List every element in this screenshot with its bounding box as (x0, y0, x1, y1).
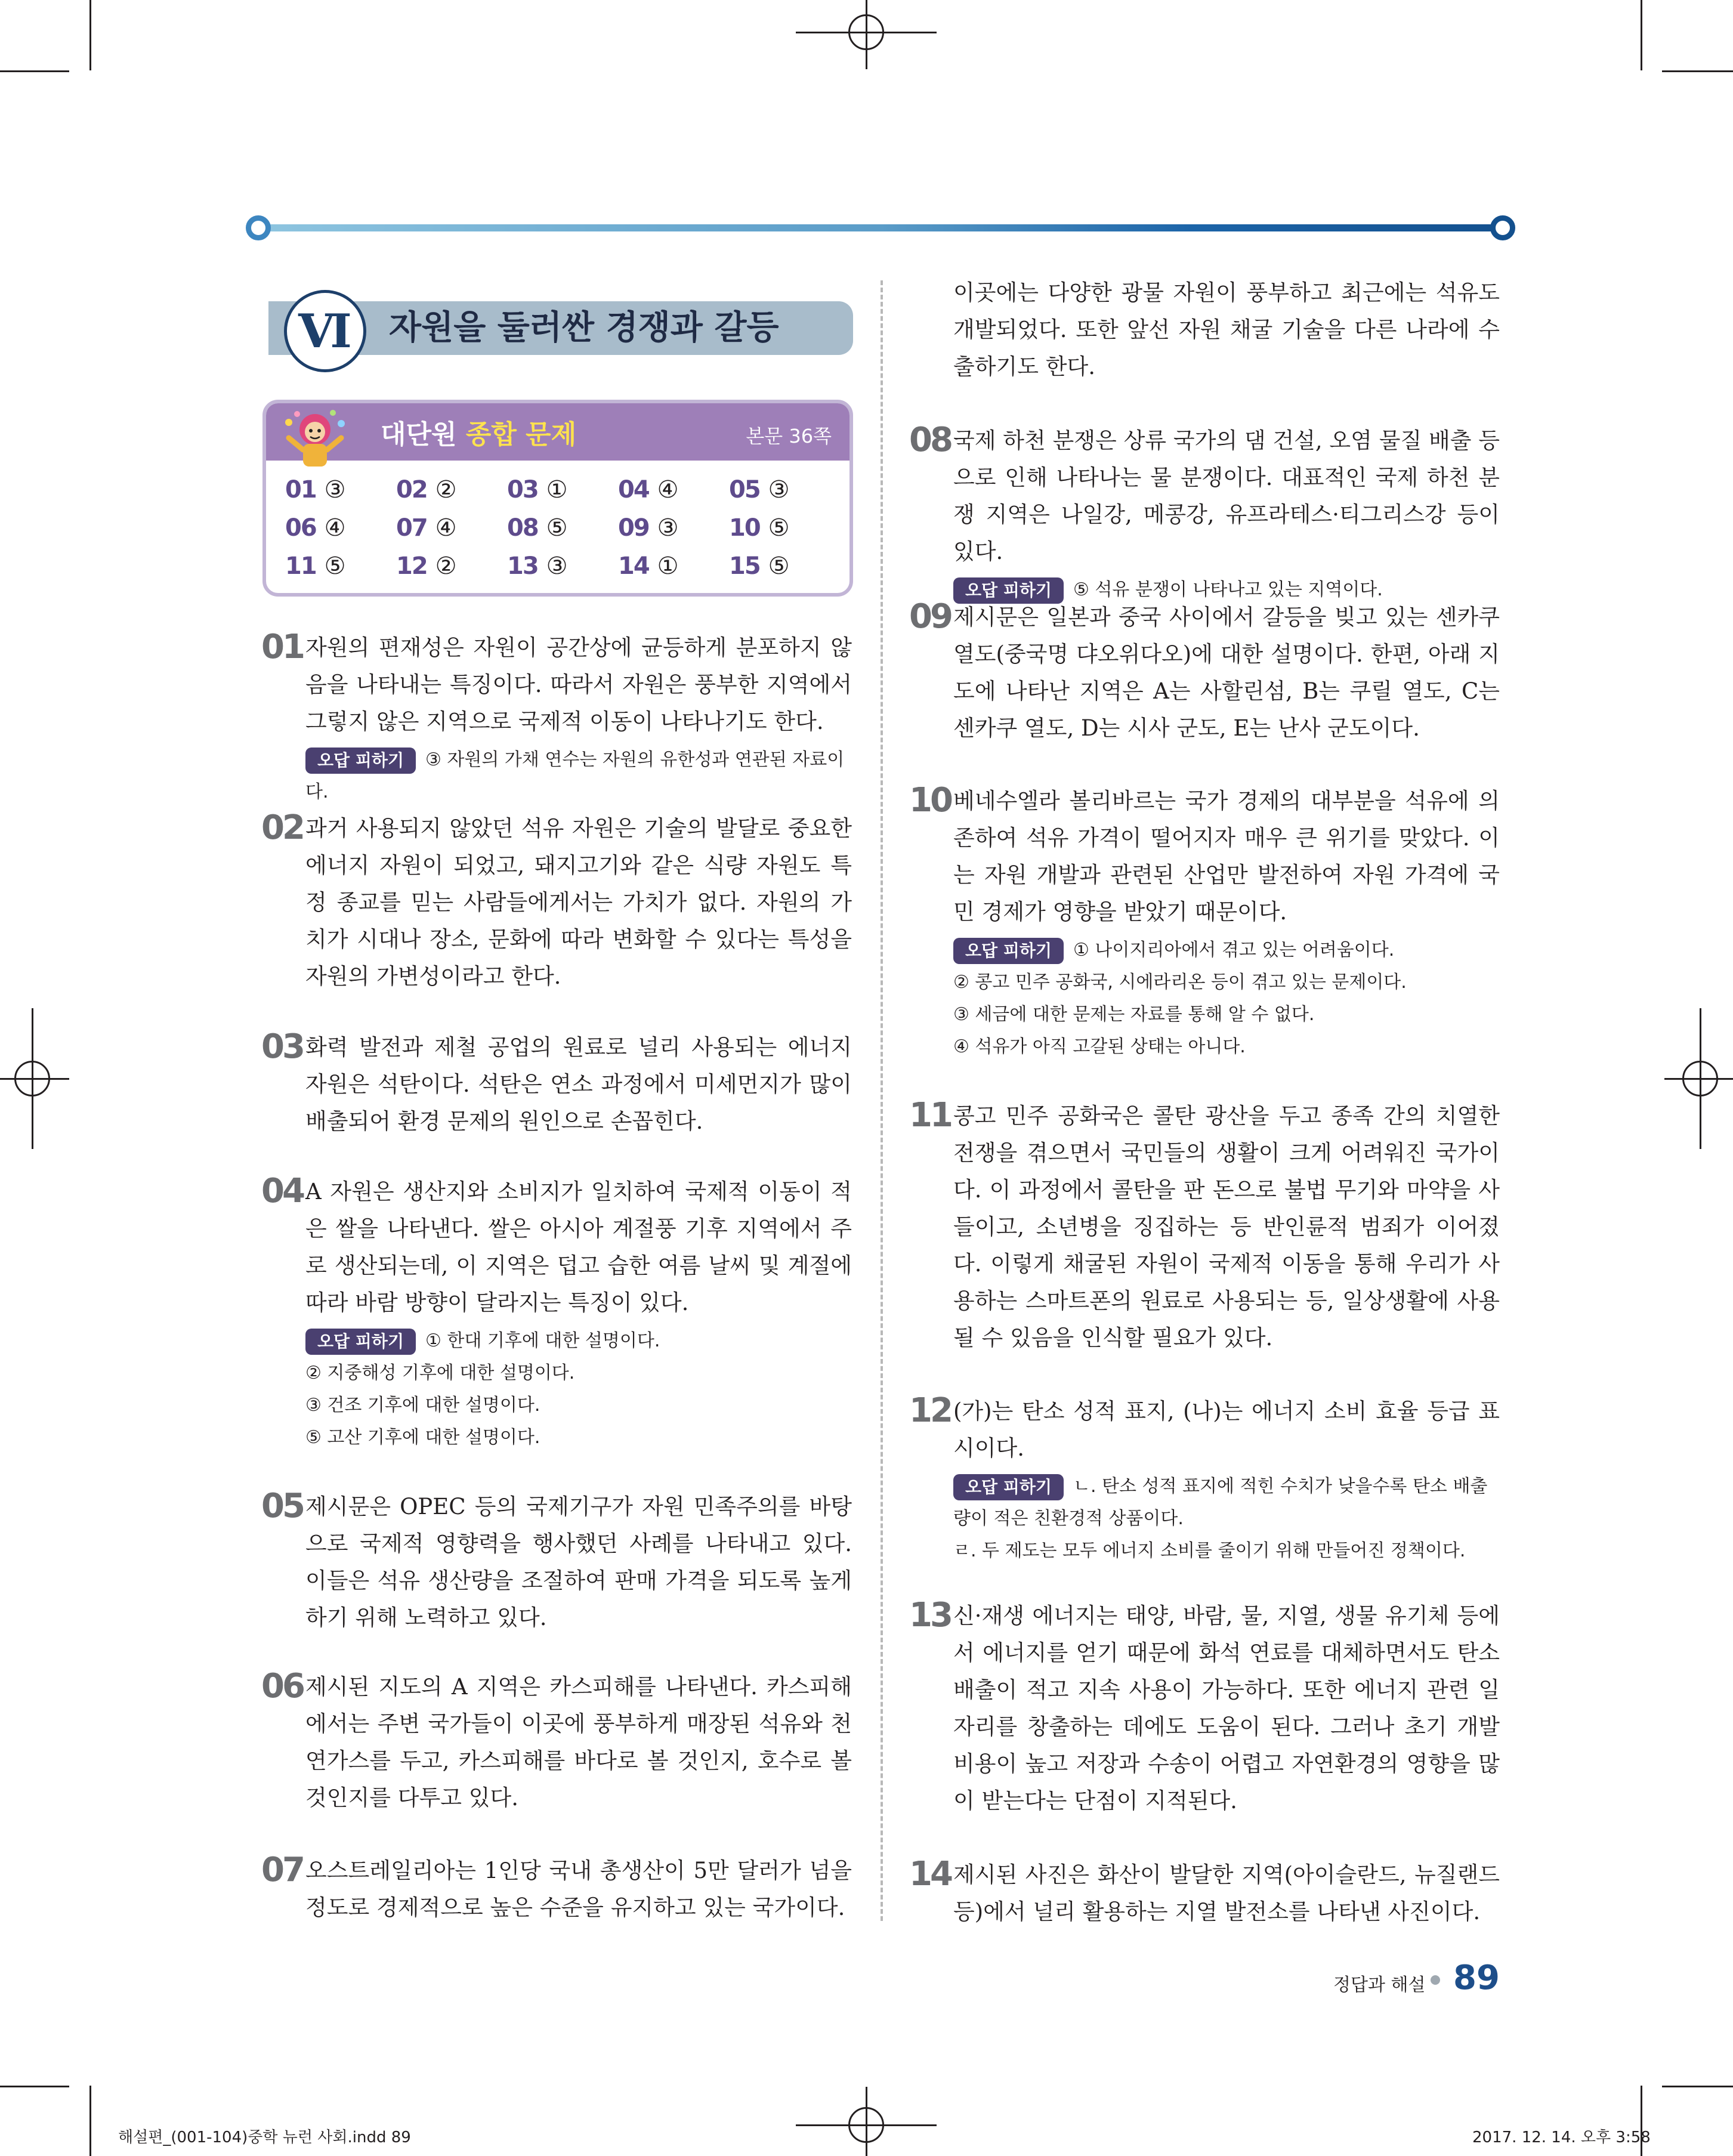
top-rule (257, 224, 1503, 231)
tip-extra: ⑤ 고산 기후에 대한 설명이다. (305, 1427, 540, 1448)
answer-item (396, 474, 507, 506)
question-explanation: 화력 발전과 제철 공업의 원료로 널리 사용되는 에너지 자원은 석탄이다. 석탄은 연소 과정에서 미세먼지가 많이 배출되어 환경 문제의 원인으로 손꼽힌다. (305, 1034, 852, 1134)
answer-choice: ② (435, 476, 457, 504)
answer-item (285, 474, 396, 506)
answer-number: 04 (618, 476, 649, 504)
answer-item (396, 550, 507, 582)
tip-text: ① 한대 기후에 대한 설명이다. (425, 1330, 660, 1351)
registration-line (866, 0, 867, 69)
question-13 (909, 1598, 1500, 1820)
question-explanation: 제시된 지도의 A 지역은 카스피해를 나타낸다. 카스피해에서는 주변 국가들이 이곳에 풍부하게 매장된 석유와 천연가스를 두고, 카스피해를 바다로 볼 것인지, 호수로 볼 것인지를 다투고 있다. (305, 1674, 852, 1811)
mascot-icon (279, 406, 351, 471)
crop-mark (89, 2086, 91, 2156)
tip-text: ① 나이지리아에서 겪고 있는 어려움이다. (1073, 940, 1395, 960)
question-number: 02 (261, 808, 303, 847)
question-explanation: 제시된 사진은 화산이 발달한 지역(아이슬란드, 뉴질랜드 등)에서 널리 활용하는 지열 발전소를 나타낸 사진이다. (953, 1862, 1500, 1925)
answer-box-title-main: 대단원 (381, 419, 457, 450)
question-02 (261, 810, 852, 995)
answer-item (285, 512, 396, 544)
question-explanation: 콩고 민주 공화국은 콜탄 광산을 두고 종족 간의 치열한 전쟁을 겪으면서 국민들의 생활이 크게 어려워진 국가이다. 이 과정에서 콜탄을 판 돈으로 불법 무기와 마약을 사들이고, 소년병을 징집하는 등 반인륜적 범죄가 이어졌다. 이렇게 채굴된 자원이 국제적 이동을 통해 우리가 사용하는 스마트폰의 원료로 사용되는 등, 일상생활에 사용될 수 있음을 인식할 필요가 있다. (953, 1103, 1500, 1351)
question-number: 14 (909, 1855, 951, 1894)
chapter-title: 자원을 둘러싼 경쟁과 갈등 (389, 308, 779, 347)
answer-grid (285, 474, 840, 582)
answer-number: 09 (618, 514, 649, 542)
answer-number: 01 (285, 476, 316, 504)
question-number: 11 (909, 1096, 951, 1135)
answer-choice: ⑤ (546, 514, 568, 542)
question-05 (261, 1488, 852, 1636)
answer-number: 10 (729, 514, 760, 542)
print-slug-file: 해설편_(001-104)중학 뉴런 사회.indd 89 (118, 2129, 411, 2146)
tip-extra: ㄹ. 두 제도는 모두 에너지 소비를 줄이기 위해 만들어진 정책이다. (953, 1540, 1466, 1561)
crop-mark (1641, 0, 1642, 70)
answer-choice: ① (546, 476, 568, 504)
wrong-answer-tip (305, 1325, 852, 1454)
question-number: 10 (909, 781, 951, 820)
answer-choice: ④ (435, 514, 457, 542)
question-explanation: 제시문은 OPEC 등의 국제기구가 자원 민족주의를 바탕으로 국제적 영향력을 행사했던 사례를 나타내고 있다. 이들은 석유 생산량을 조절하여 판매 가격을 되도록 높게 하기 위해 노력하고 있다. (305, 1494, 852, 1630)
registration-line (0, 1078, 69, 1080)
answer-box-page-ref: 본문 36쪽 (746, 425, 832, 447)
crop-mark (89, 0, 91, 70)
answer-item (396, 512, 507, 544)
rule-endpoint-right (1490, 215, 1515, 240)
answer-item (618, 550, 729, 582)
question-03 (261, 1029, 852, 1140)
answer-number: 12 (396, 552, 427, 580)
chapter-number: Ⅵ (284, 290, 366, 372)
answer-choice: ⑤ (324, 552, 346, 580)
footer-label: 정답과 해설 (1333, 1975, 1426, 1996)
answer-choice: ⑤ (768, 552, 790, 580)
tip-badge: 오답 피하기 (305, 1329, 416, 1355)
question-explanation: (가)는 탄소 성적 표지, (나)는 에너지 소비 효율 등급 표시이다. (953, 1398, 1500, 1461)
answer-item (285, 550, 396, 582)
answer-number: 14 (618, 552, 649, 580)
answer-item (729, 474, 840, 506)
rule-endpoint-left (246, 215, 271, 240)
question-number: 01 (261, 628, 303, 666)
answer-box-title (381, 413, 576, 451)
question-number: 09 (909, 597, 951, 636)
crop-mark (1662, 2086, 1733, 2087)
question-number: 05 (261, 1487, 303, 1525)
tip-extra: ② 지중해성 기후에 대한 설명이다. (305, 1363, 575, 1383)
answer-item (507, 512, 618, 544)
crop-mark (1662, 70, 1733, 72)
answer-choice: ① (657, 552, 679, 580)
question-explanation: A 자원은 생산지와 소비지가 일치하여 국제적 이동이 적은 쌀을 나타낸다. 쌀은 아시아 계절풍 기후 지역에서 주로 생산되는데, 이 지역은 덥고 습한 여름 날씨 및 계절에 따라 바람 방향이 달라지는 특징이 있다. (305, 1179, 852, 1315)
answer-number: 07 (396, 514, 427, 542)
question-number: 03 (261, 1027, 303, 1066)
question-06 (261, 1669, 852, 1817)
question-09 (909, 599, 1500, 747)
answer-choice: ③ (546, 552, 568, 580)
tip-text: ③ 자원의 가채 연수는 자원의 유한성과 연관된 자료이다. (305, 749, 845, 802)
tip-extra: ② 콩고 민주 공화국, 시에라리온 등이 겪고 있는 문제이다. (953, 972, 1407, 993)
tip-extra: ④ 석유가 아직 고갈된 상태는 아니다. (953, 1036, 1246, 1057)
question-explanation: 자원의 편재성은 자원이 공간상에 균등하게 분포하지 않음을 나타내는 특징이다. 따라서 자원은 풍부한 지역에서 그렇지 않은 지역으로 국제적 이동이 나타나기도 한다. (305, 635, 852, 734)
answer-number: 08 (507, 514, 538, 542)
registration-line (1700, 1008, 1701, 1149)
question-number: 04 (261, 1172, 303, 1210)
wrong-answer-tip (305, 744, 852, 808)
answer-item (618, 474, 729, 506)
crop-mark (0, 2086, 69, 2087)
question-12 (909, 1393, 1500, 1567)
question-14 (909, 1857, 1500, 1930)
print-slug-date: 2017. 12. 14. 오후 3:58 (1472, 2129, 1651, 2146)
answer-number: 06 (285, 514, 316, 542)
question-number: 12 (909, 1391, 951, 1430)
answer-choice: ③ (324, 476, 346, 504)
tip-extra: ③ 건조 기후에 대한 설명이다. (305, 1395, 540, 1416)
question-explanation: 국제 하천 분쟁은 상류 국가의 댐 건설, 오염 물질 배출 등으로 인해 나타나는 물 분쟁이다. 대표적인 국제 하천 분쟁 지역은 나일강, 메콩강, 유프라테스·티그리스강 등이 있다. (953, 428, 1500, 564)
question-explanation: 과거 사용되지 않았던 석유 자원은 기술의 발달로 중요한 에너지 자원이 되었고, 돼지고기와 같은 식량 자원도 특정 종교를 믿는 사람들에게서는 가치가 없다. 자원의 가치가 시대나 장소, 문화에 따라 변화할 수 있다는 특성을 자원의 가변성이라고 한다. (305, 816, 852, 989)
answer-number: 05 (729, 476, 760, 504)
question-explanation: 신·재생 에너지는 태양, 바람, 물, 지열, 생물 유기체 등에서 에너지를 얻기 때문에 화석 연료를 대체하면서도 탄소 배출이 적고 지속 사용이 가능하다. 또한 에너지 관련 일자리를 창출하는 데에도 도움이 된다. 그러나 초기 개발 비용이 높고 저장과 수송이 어렵고 자연환경의 영향을 많이 받는다는 단점이 지적된다. (953, 1603, 1500, 1814)
tip-badge: 오답 피하기 (953, 1474, 1064, 1500)
answer-choice: ⑤ (768, 514, 790, 542)
question-explanation: 오스트레일리아는 1인당 국내 총생산이 5만 달러가 넘을 정도로 경제적으로 높은 수준을 유지하고 있는 국가이다. (305, 1858, 852, 1920)
answer-item (507, 474, 618, 506)
answer-box-title-highlight: 종합 문제 (465, 419, 577, 450)
answer-item (729, 550, 840, 582)
answer-choice: ③ (768, 476, 790, 504)
question-10 (909, 783, 1500, 1063)
question-explanation: 베네수엘라 볼리바르는 국가 경제의 대부분을 석유에 의존하여 석유 가격이 떨어지자 매우 큰 위기를 맞았다. 이는 자원 개발과 관련된 산업만 발전하여 자원 가격에 국민 경제가 영향을 받았기 때문이다. (953, 788, 1500, 925)
question-number: 13 (909, 1596, 951, 1635)
question-number: 06 (261, 1667, 303, 1706)
question-08 (909, 422, 1500, 606)
answer-box-header (266, 403, 849, 461)
tip-text: ㄴ. 탄소 성적 표지에 적힌 수치가 낮을수록 탄소 배출량이 적은 친환경적 상품이다. (953, 1476, 1488, 1529)
answer-number: 03 (507, 476, 538, 504)
answer-choice: ③ (657, 514, 679, 542)
footer-bullet (1431, 1975, 1440, 1985)
registration-line (1664, 1078, 1733, 1080)
answer-number: 15 (729, 552, 760, 580)
answer-choice: ② (435, 552, 457, 580)
answer-item (729, 512, 840, 544)
registration-line (32, 1008, 33, 1149)
question-explanation: 제시문은 일본과 중국 사이에서 갈등을 빚고 있는 센카쿠 열도(중국명 댜오위다오)에 대한 설명이다. 한편, 아래 지도에 나타난 지역은 A는 사할린섬, B는 쿠릴 열도, C는 센카쿠 열도, D는 시사 군도, E는 난사 군도이다. (953, 604, 1500, 741)
tip-badge: 오답 피하기 (305, 748, 416, 774)
answer-number: 13 (507, 552, 538, 580)
tip-extra: ③ 세금에 대한 문제는 자료를 통해 알 수 없다. (953, 1004, 1315, 1025)
question-07-continued (909, 274, 1500, 385)
question-number: 08 (909, 421, 951, 459)
question-01 (261, 629, 852, 808)
column-divider (881, 280, 883, 1921)
answer-item (507, 550, 618, 582)
answer-choice: ④ (324, 514, 346, 542)
wrong-answer-tip (953, 1471, 1500, 1567)
answer-number: 11 (285, 552, 316, 580)
tip-badge: 오답 피하기 (953, 577, 1064, 604)
tip-badge: 오답 피하기 (953, 938, 1064, 964)
question-explanation: 이곳에는 다양한 광물 자원이 풍부하고 최근에는 석유도 개발되었다. 또한 앞선 자원 채굴 기술을 다른 나라에 수출하기도 한다. (953, 280, 1500, 379)
wrong-answer-tip (953, 934, 1500, 1063)
question-number: 07 (261, 1851, 303, 1889)
answer-choice: ④ (657, 476, 679, 504)
page-number: 89 (1453, 1959, 1500, 1997)
answer-box (262, 400, 853, 597)
answer-number: 02 (396, 476, 427, 504)
question-04 (261, 1173, 852, 1454)
answer-item (618, 512, 729, 544)
question-11 (909, 1098, 1500, 1357)
registration-line (866, 2087, 867, 2156)
crop-mark (0, 70, 69, 72)
question-07 (261, 1852, 852, 1926)
tip-text: ⑤ 석유 분쟁이 나타나고 있는 지역이다. (1073, 579, 1383, 600)
